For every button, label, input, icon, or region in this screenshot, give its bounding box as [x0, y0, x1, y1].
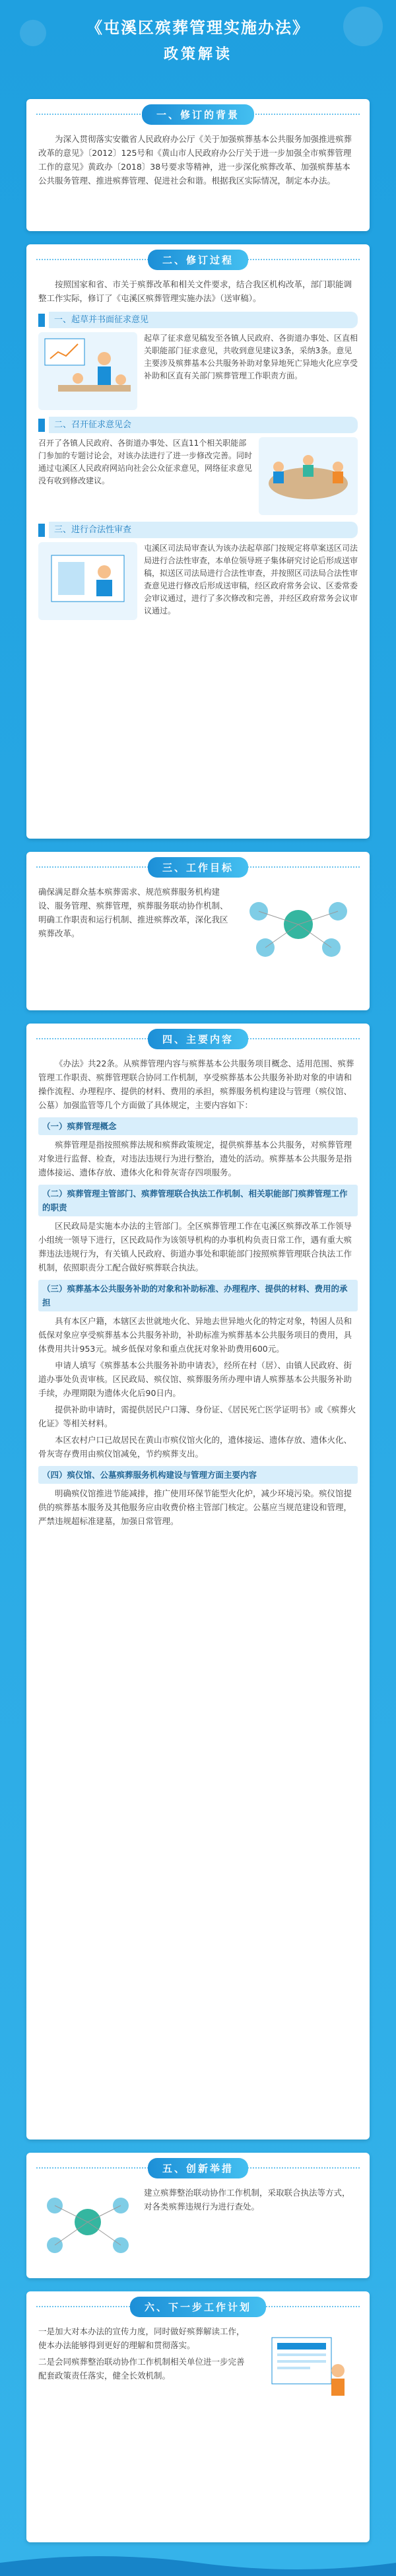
content-heading: （四）殡仪馆、公墓殡葬服务机构建设与管理方面主要内容	[38, 1466, 358, 1484]
section-text: 建立殡葬整治联动协作工作机制，采取联合执法等方式，对各类殡葬违规行为进行查处。	[144, 2188, 350, 2211]
section-label: 五、创新举措	[148, 2158, 248, 2178]
section-content	[26, 1024, 370, 2140]
section-background	[26, 99, 370, 231]
content-text: 申请人填写《殡葬基本公共服务补助申请表》，经所在村（居）、由镇人民政府、街道办事处负责审核。区民政局、殡仪馆、殡葬服务所办理申请人殡葬基本公共服务补助手续，办理期限为遗体火化后90日内。	[38, 1360, 352, 1398]
sub-heading: 一、起草并书面征求意见	[38, 312, 358, 328]
section-label: 三、工作目标	[148, 857, 248, 878]
sub-heading: 二、召开征求意见会	[38, 417, 358, 433]
page-title: 《屯溪区殡葬管理实施办法》	[86, 18, 310, 37]
content-heading: （一）殡葬管理概念	[38, 1117, 358, 1135]
review-illustration	[38, 542, 137, 620]
decor-bubble	[343, 7, 383, 46]
section-label: 一、修订的背景	[142, 104, 254, 125]
news-illustration	[259, 2324, 358, 2402]
section-intro: 按照国家和省、市关于殡葬改革和相关文件要求，结合我区机构改革，部门职能调整工作实际，修订了《屯溪区殡葬管理实施办法》（送审稿）。	[38, 279, 352, 303]
content-text: 明确殡仪馆推进节能减排，推广使用环保节能型火化炉，减少环境污染。殡仪馆提供的殡葬基本服务及其他服务应由收费价格主管部门核定。公墓应当规范建设和管理，严禁违规超标准建墓，加强日常管理。	[38, 1488, 352, 1526]
network-illustration	[239, 885, 358, 963]
content-text: 本区农村户口已故居民在黄山市殡仪馆火化的，遗体接运、遗体存放、遗体火化、骨灰寄存费用由殡仪馆减免，节约殡葬支出。	[38, 1435, 352, 1459]
sub-text: 起草了征求意见稿发至各镇人民政府、各街道办事处、区直相关职能部门征求意见，共收到意见建议3条，采纳3条。意见主要涉及殡葬基本公共服务补助对象异地死亡异地火化应享受补助和区直有关部门殡葬管理工作职责方面。	[144, 333, 358, 380]
section-text: 确保满足群众基本殡葬需求、规范殡葬服务机构建设、服务管理、殡葬管理，殡葬服务联动协作机制、明确工作职责和运行机制、推进殡葬改革，深化我区殡葬改革。	[38, 887, 228, 938]
cooperation-illustration	[38, 2186, 137, 2264]
page-subtitle: 政策解读	[163, 46, 232, 63]
section-process	[26, 244, 370, 839]
section-innovation	[26, 2153, 370, 2278]
meeting-illustration	[259, 437, 358, 515]
content-text: 殡葬管理是指按照殡葬法规和殡葬政策规定，提供殡葬基本公共服务，对殡葬管理对象进行监督、检查，对违法违规行为进行整治，遗处的活动。殡葬基本公共服务是指遗体接运、遗体存放、遗体火化和骨灰寄存四项服务。	[38, 1140, 352, 1177]
footer-decor	[0, 2550, 396, 2576]
meeting-illustration	[38, 332, 137, 410]
sub-text: 召开了各镇人民政府、各街道办事处、区直11个相关职能部门参加的专题讨论会，对该办法进行了进一步修改完善。同时通过屯溪区人民政府网站向社会公众征求意见，网络征求意见没有收到修改建议。	[38, 438, 253, 485]
content-heading: （二）殡葬管理主管部门、殡葬管理联合执法工作机制、相关职能部门殡葬管理工作的职责	[38, 1185, 358, 1216]
content-text: 提供补助申请时，需提供居民户口簿、身份证、《居民死亡医学证明书》或《殡葬火化证》等相关材料。	[38, 1405, 356, 1428]
content-heading: （三）殡葬基本公共服务补助的对象和补助标准、办理程序、提供的材料、费用的承担	[38, 1280, 358, 1311]
section-plan	[26, 2291, 370, 2542]
sub-heading: 三、进行合法性审查	[38, 522, 358, 538]
decor-bubble	[20, 20, 46, 46]
section-text: 为深入贯彻落实安徽省人民政府办公厅《关于加强殡葬基本公共服务加强推进殡葬改革的意见》〔2012〕125号和《黄山市人民政府办公厅关于进一步加强全市殡葬管理工作的意见》黄政办〔2018〕38号要求等精神，进一步深化殡葬改革、加强殡葬基本公共服务管理、推进殡葬管理、促进社会和谐。根据我区实际情况，制定本办法。	[38, 134, 352, 186]
plan-text: 一是加大对本办法的宣传力度，同时做好殡葬解读工作，使本办法能够得到更好的理解和贯彻落实。	[38, 2326, 245, 2350]
section-label: 四、主要内容	[148, 1029, 248, 1049]
section-label: 六、下一步工作计划	[130, 2297, 266, 2317]
page-header	[0, 0, 396, 73]
sub-text: 屯溪区司法局审查认为该办法起草部门按规定将草案送区司法局进行合法性审查，本单位领导班子集体研究讨论后形成送审稿，拟送区司法局进行合法性审查，并按照区司法局合法性审查意见进行修改后形成送审稿，经区政府常务会议、区委常委会审议通过，进行了多次修改和完善，并经区政府常务会议审议通过。	[144, 543, 358, 615]
content-text: 具有本区户籍，本辖区去世就地火化、异地去世异地火化的特定对象，特困人员和低保对象应享受殡葬基本公共服务补助，补助标准为殡葬基本公共服务项目的费用，具体费用共计953元。城乡低保对象和重点优抚对象补助费用600元。	[38, 1316, 352, 1354]
content-text: 区民政局是实施本办法的主管部门。全区殡葬管理工作在屯溪区殡葬改革工作领导小组统一领导下进行，区民政局作为该领导机构的办事机构负责日常工作，遇有重大殡葬违法违规行为，有关镇人民政府、街道办事处和职能部门按照殡葬管理联合执法工作机制，依照职责分工配合做好殡葬联合执法。	[38, 1221, 352, 1272]
section-label: 二、修订过程	[148, 250, 248, 270]
section-intro: 《办法》共22条。从殡葬管理内容与殡葬基本公共服务项目概念、适用范围、殡葬管理工作职责、殡葬管理联合协同工作机制，享受殡葬基本公共服务补助对象的申请和操作流程、办理程序、提供的材料、费用的承担，殡葬服务机构建设与管理（殡仪馆、公墓）加强监管等几个方面做了具体规定，主要内容如下：	[38, 1059, 354, 1110]
section-goals	[26, 852, 370, 1010]
plan-text: 二是会同殡葬整治联动协作工作机制相关单位进一步完善配套政策责任落实，健全长效机制。	[38, 2357, 245, 2381]
